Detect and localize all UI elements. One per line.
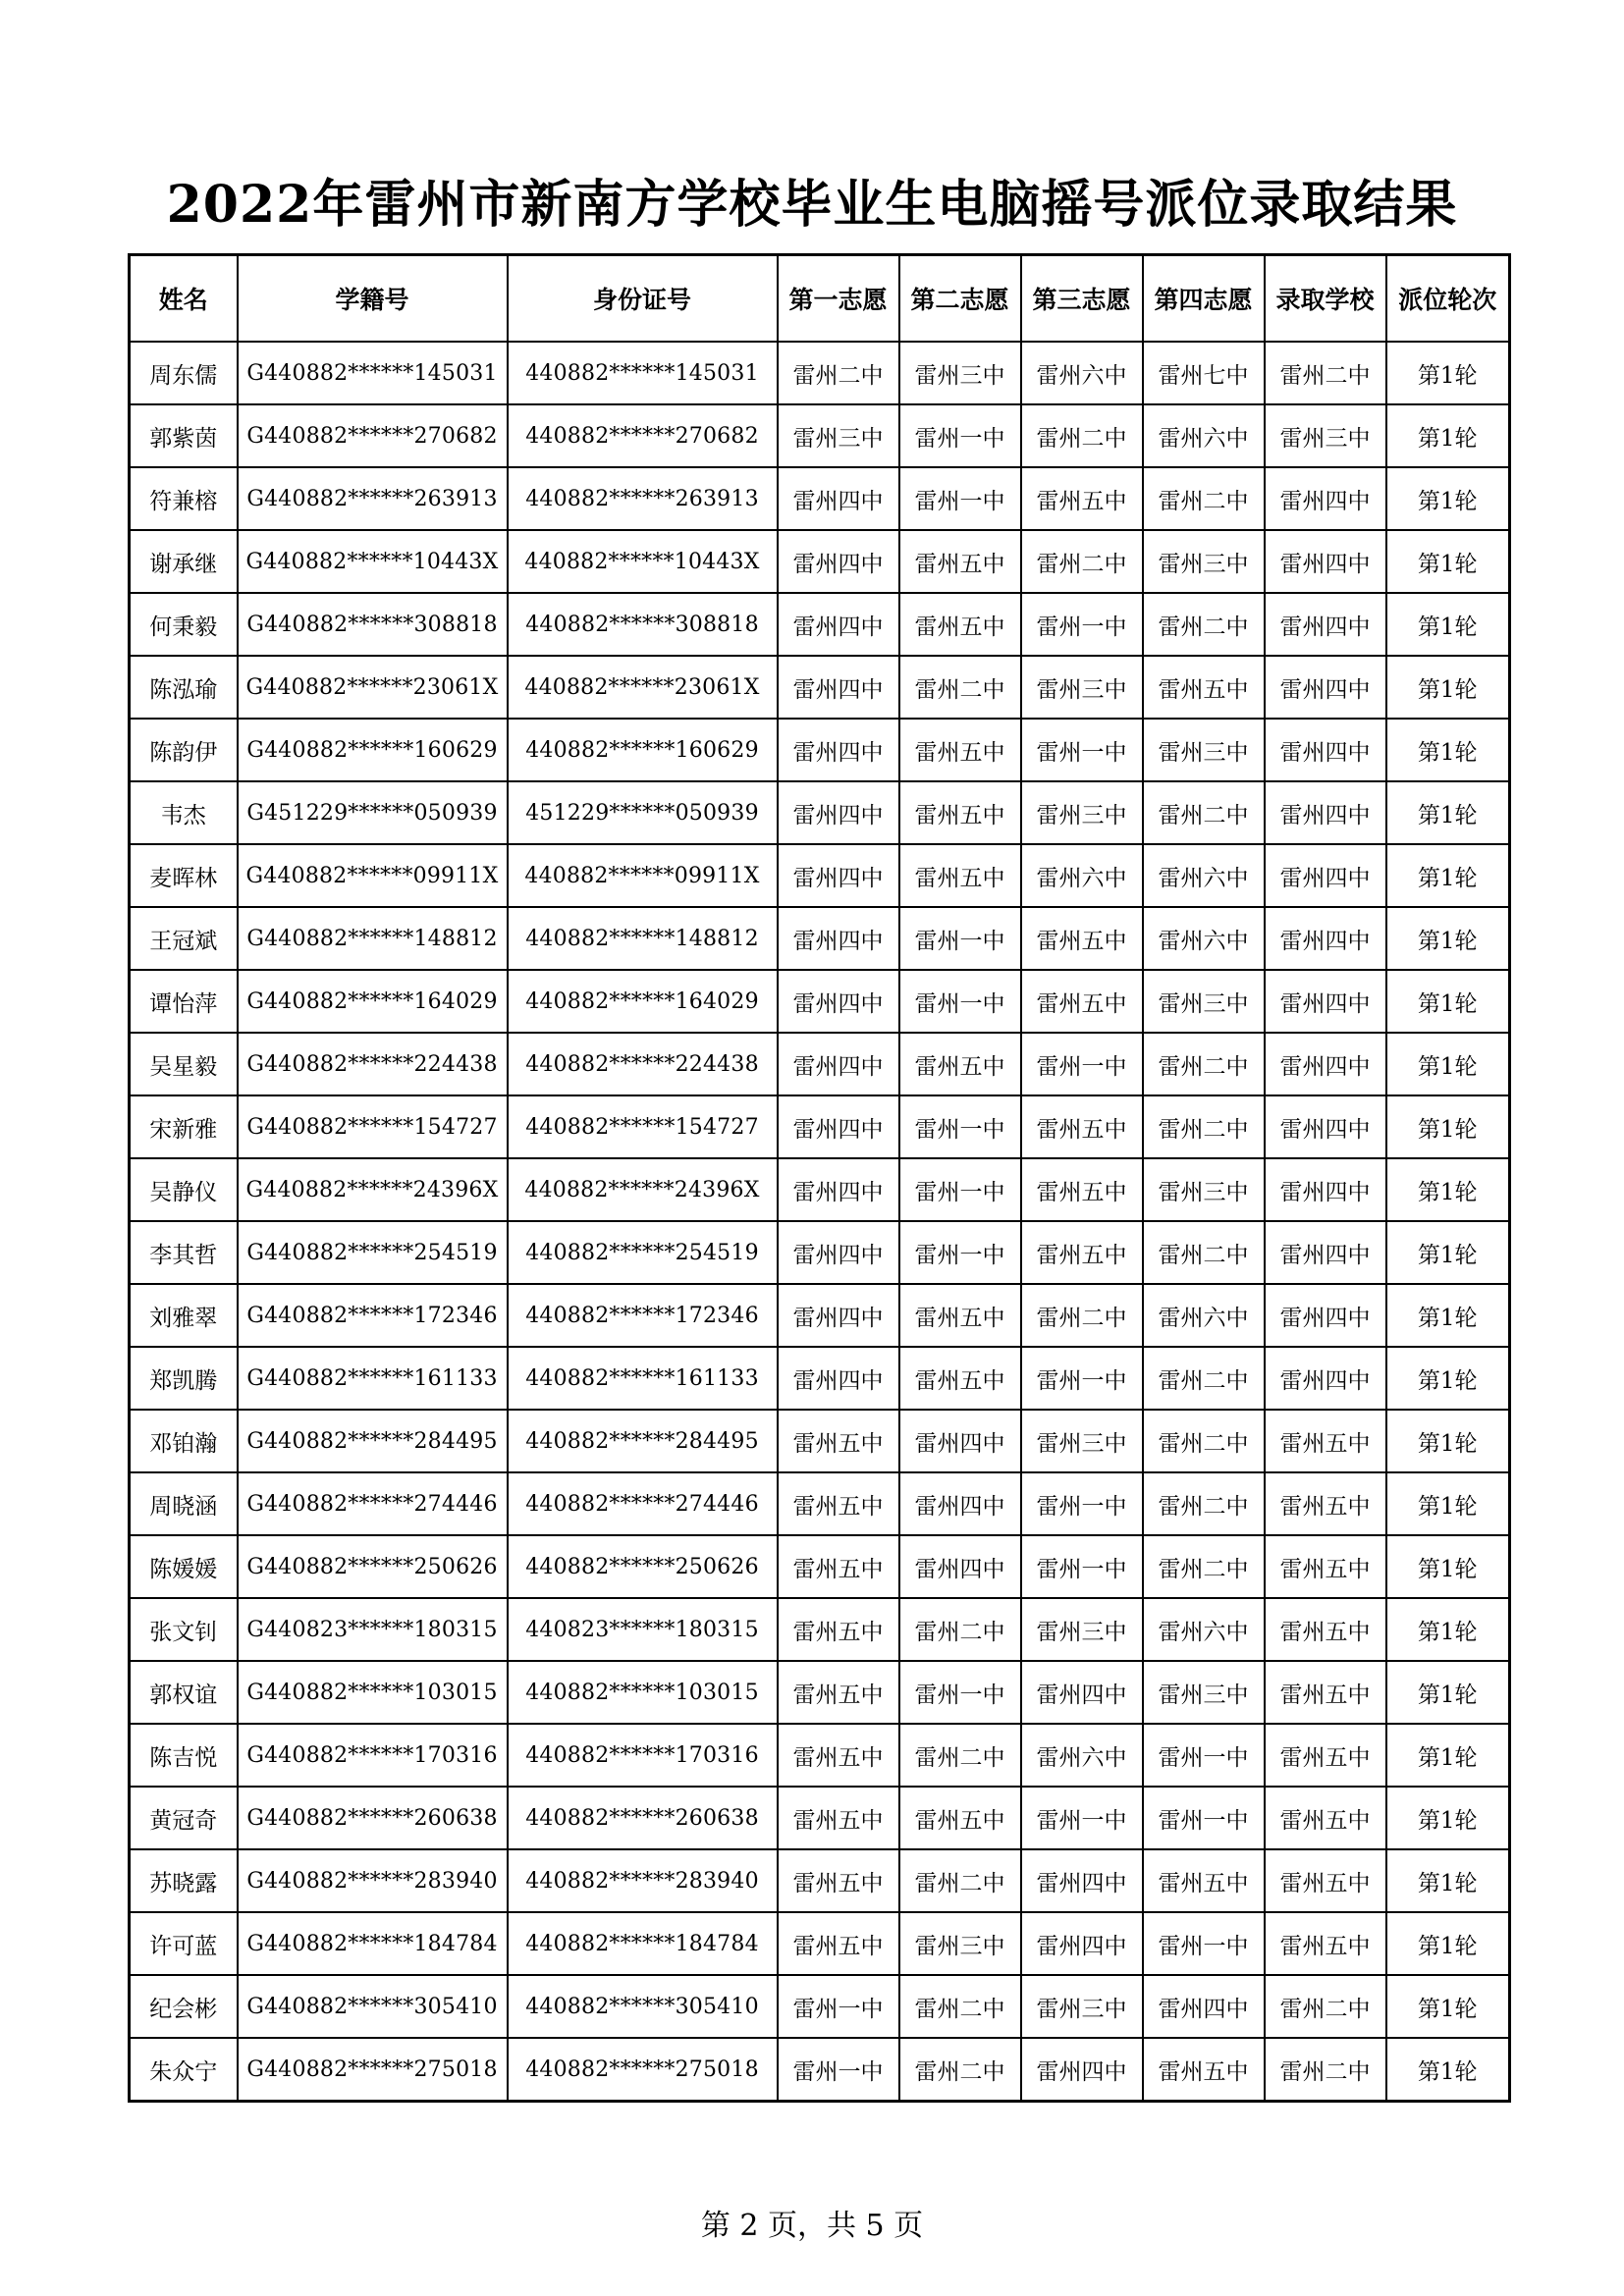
cell-round: 第1轮: [1386, 1221, 1510, 1284]
cell-second-choice: 雷州一中: [899, 1158, 1021, 1221]
cell-first-choice: 雷州四中: [778, 844, 899, 907]
cell-round: 第1轮: [1386, 1975, 1510, 2038]
cell-admitted-school: 雷州四中: [1265, 1158, 1386, 1221]
header-student-number: 学籍号: [238, 255, 508, 343]
cell-fourth-choice: 雷州六中: [1143, 404, 1265, 467]
table-row: [130, 907, 1510, 970]
cell-round: 第1轮: [1386, 342, 1510, 404]
cell-student-number: G440882******154727: [238, 1095, 508, 1158]
cell-third-choice: 雷州四中: [1021, 1849, 1143, 1912]
cell-first-choice: 雷州五中: [778, 1724, 899, 1787]
cell-student-number: G440882******184784: [238, 1912, 508, 1975]
cell-first-choice: 雷州四中: [778, 907, 899, 970]
cell-round: 第1轮: [1386, 1347, 1510, 1410]
cell-second-choice: 雷州五中: [899, 719, 1021, 781]
cell-admitted-school: 雷州四中: [1265, 1221, 1386, 1284]
cell-student-number: G440882******250626: [238, 1535, 508, 1598]
cell-id-number: 440882******164029: [508, 970, 778, 1033]
cell-id-number: 440882******275018: [508, 2038, 778, 2102]
cell-round: 第1轮: [1386, 1535, 1510, 1598]
cell-fourth-choice: 雷州六中: [1143, 1284, 1265, 1347]
cell-student-number: G451229******050939: [238, 781, 508, 844]
cell-fourth-choice: 雷州七中: [1143, 342, 1265, 404]
table-row: [130, 2038, 1510, 2102]
cell-admitted-school: 雷州四中: [1265, 907, 1386, 970]
cell-third-choice: 雷州五中: [1021, 1095, 1143, 1158]
cell-name: 吴星毅: [130, 1033, 238, 1095]
cell-first-choice: 雷州四中: [778, 656, 899, 719]
table-row: [130, 1724, 1510, 1787]
table-row: [130, 530, 1510, 593]
cell-first-choice: 雷州二中: [778, 342, 899, 404]
cell-round: 第1轮: [1386, 1472, 1510, 1535]
table-row: [130, 1033, 1510, 1095]
cell-fourth-choice: 雷州三中: [1143, 970, 1265, 1033]
cell-student-number: G440882******254519: [238, 1221, 508, 1284]
table-row: [130, 1221, 1510, 1284]
cell-third-choice: 雷州二中: [1021, 404, 1143, 467]
cell-name: 陈吉悦: [130, 1724, 238, 1787]
cell-third-choice: 雷州三中: [1021, 1410, 1143, 1472]
cell-first-choice: 雷州四中: [778, 530, 899, 593]
cell-id-number: 440882******24396X: [508, 1158, 778, 1221]
table-row: [130, 1158, 1510, 1221]
cell-id-number: 440882******172346: [508, 1284, 778, 1347]
cell-student-number: G440882******284495: [238, 1410, 508, 1472]
cell-fourth-choice: 雷州五中: [1143, 656, 1265, 719]
table-row: [130, 1347, 1510, 1410]
table-body: [130, 342, 1510, 2102]
cell-student-number: G440882******274446: [238, 1472, 508, 1535]
cell-admitted-school: 雷州四中: [1265, 1347, 1386, 1410]
cell-id-number: 440882******270682: [508, 404, 778, 467]
cell-third-choice: 雷州三中: [1021, 781, 1143, 844]
table-row: [130, 1095, 1510, 1158]
cell-fourth-choice: 雷州五中: [1143, 1849, 1265, 1912]
cell-name: 符兼榕: [130, 467, 238, 530]
cell-fourth-choice: 雷州二中: [1143, 781, 1265, 844]
cell-second-choice: 雷州一中: [899, 404, 1021, 467]
cell-student-number: G440882******308818: [238, 593, 508, 656]
page-number: 第 2 页，共 5 页: [700, 2209, 924, 2243]
cell-round: 第1轮: [1386, 781, 1510, 844]
cell-third-choice: 雷州三中: [1021, 656, 1143, 719]
header-first-choice: 第一志愿: [778, 255, 899, 343]
header-round: 派位轮次: [1386, 255, 1510, 343]
table-row: [130, 970, 1510, 1033]
page-title: 2022年雷州市新南方学校毕业生电脑摇号派位录取结果: [166, 175, 1458, 235]
cell-admitted-school: 雷州三中: [1265, 404, 1386, 467]
cell-second-choice: 雷州一中: [899, 970, 1021, 1033]
cell-first-choice: 雷州五中: [778, 1787, 899, 1849]
cell-first-choice: 雷州五中: [778, 1535, 899, 1598]
cell-second-choice: 雷州四中: [899, 1410, 1021, 1472]
cell-second-choice: 雷州五中: [899, 593, 1021, 656]
cell-admitted-school: 雷州五中: [1265, 1535, 1386, 1598]
cell-admitted-school: 雷州四中: [1265, 656, 1386, 719]
cell-name: 麦晖林: [130, 844, 238, 907]
cell-second-choice: 雷州一中: [899, 1095, 1021, 1158]
header-name: 姓名: [130, 255, 238, 343]
cell-second-choice: 雷州五中: [899, 781, 1021, 844]
cell-third-choice: 雷州六中: [1021, 844, 1143, 907]
cell-round: 第1轮: [1386, 467, 1510, 530]
cell-id-number: 440882******254519: [508, 1221, 778, 1284]
admission-results-table: [128, 253, 1511, 2103]
cell-admitted-school: 雷州五中: [1265, 1849, 1386, 1912]
table-row: [130, 1410, 1510, 1472]
cell-third-choice: 雷州一中: [1021, 1033, 1143, 1095]
cell-student-number: G440882******23061X: [238, 656, 508, 719]
cell-second-choice: 雷州五中: [899, 1284, 1021, 1347]
cell-student-number: G440882******164029: [238, 970, 508, 1033]
cell-first-choice: 雷州五中: [778, 1472, 899, 1535]
cell-round: 第1轮: [1386, 593, 1510, 656]
cell-fourth-choice: 雷州二中: [1143, 1410, 1265, 1472]
cell-id-number: 440882******283940: [508, 1849, 778, 1912]
cell-third-choice: 雷州三中: [1021, 1598, 1143, 1661]
table-row: [130, 844, 1510, 907]
cell-third-choice: 雷州一中: [1021, 593, 1143, 656]
cell-second-choice: 雷州二中: [899, 1975, 1021, 2038]
table-row: [130, 1975, 1510, 2038]
cell-round: 第1轮: [1386, 1158, 1510, 1221]
cell-third-choice: 雷州五中: [1021, 1221, 1143, 1284]
cell-round: 第1轮: [1386, 1724, 1510, 1787]
cell-first-choice: 雷州四中: [778, 1221, 899, 1284]
cell-round: 第1轮: [1386, 1787, 1510, 1849]
cell-id-number: 440882******09911X: [508, 844, 778, 907]
cell-third-choice: 雷州四中: [1021, 2038, 1143, 2102]
cell-first-choice: 雷州五中: [778, 1912, 899, 1975]
table-row: [130, 1598, 1510, 1661]
cell-third-choice: 雷州一中: [1021, 1472, 1143, 1535]
cell-fourth-choice: 雷州六中: [1143, 1598, 1265, 1661]
cell-name: 刘雅翠: [130, 1284, 238, 1347]
table-row: [130, 467, 1510, 530]
cell-admitted-school: 雷州五中: [1265, 1787, 1386, 1849]
cell-id-number: 440882******103015: [508, 1661, 778, 1724]
cell-third-choice: 雷州二中: [1021, 530, 1143, 593]
cell-third-choice: 雷州五中: [1021, 970, 1143, 1033]
cell-name: 谭怡萍: [130, 970, 238, 1033]
cell-second-choice: 雷州一中: [899, 907, 1021, 970]
cell-first-choice: 雷州五中: [778, 1410, 899, 1472]
header-second-choice: 第二志愿: [899, 255, 1021, 343]
cell-fourth-choice: 雷州三中: [1143, 1661, 1265, 1724]
cell-second-choice: 雷州三中: [899, 342, 1021, 404]
cell-admitted-school: 雷州四中: [1265, 1095, 1386, 1158]
header-fourth-choice: 第四志愿: [1143, 255, 1265, 343]
cell-name: 陈韵伊: [130, 719, 238, 781]
cell-student-number: G440882******145031: [238, 342, 508, 404]
cell-round: 第1轮: [1386, 907, 1510, 970]
cell-first-choice: 雷州四中: [778, 593, 899, 656]
cell-id-number: 440882******145031: [508, 342, 778, 404]
cell-student-number: G440882******260638: [238, 1787, 508, 1849]
cell-name: 周东儒: [130, 342, 238, 404]
cell-student-number: G440882******263913: [238, 467, 508, 530]
cell-admitted-school: 雷州二中: [1265, 342, 1386, 404]
header-third-choice: 第三志愿: [1021, 255, 1143, 343]
cell-second-choice: 雷州一中: [899, 1661, 1021, 1724]
cell-third-choice: 雷州五中: [1021, 1158, 1143, 1221]
cell-second-choice: 雷州五中: [899, 1347, 1021, 1410]
cell-second-choice: 雷州二中: [899, 1849, 1021, 1912]
cell-fourth-choice: 雷州四中: [1143, 1975, 1265, 2038]
cell-first-choice: 雷州四中: [778, 467, 899, 530]
cell-second-choice: 雷州四中: [899, 1535, 1021, 1598]
cell-student-number: G440882******148812: [238, 907, 508, 970]
cell-id-number: 440882******154727: [508, 1095, 778, 1158]
cell-id-number: 440882******308818: [508, 593, 778, 656]
cell-student-number: G440882******160629: [238, 719, 508, 781]
cell-round: 第1轮: [1386, 2038, 1510, 2102]
table-row: [130, 1787, 1510, 1849]
table-row: [130, 1535, 1510, 1598]
cell-first-choice: 雷州五中: [778, 1661, 899, 1724]
table-row: [130, 1849, 1510, 1912]
cell-admitted-school: 雷州二中: [1265, 2038, 1386, 2102]
cell-round: 第1轮: [1386, 1033, 1510, 1095]
cell-third-choice: 雷州四中: [1021, 1912, 1143, 1975]
cell-id-number: 440823******180315: [508, 1598, 778, 1661]
cell-third-choice: 雷州一中: [1021, 1535, 1143, 1598]
cell-round: 第1轮: [1386, 1410, 1510, 1472]
cell-id-number: 440882******148812: [508, 907, 778, 970]
cell-name: 纪会彬: [130, 1975, 238, 2038]
cell-third-choice: 雷州六中: [1021, 342, 1143, 404]
cell-third-choice: 雷州五中: [1021, 467, 1143, 530]
cell-student-number: G440882******161133: [238, 1347, 508, 1410]
cell-name: 郭紫茵: [130, 404, 238, 467]
cell-second-choice: 雷州二中: [899, 656, 1021, 719]
cell-second-choice: 雷州二中: [899, 1724, 1021, 1787]
cell-id-number: 451229******050939: [508, 781, 778, 844]
cell-student-number: G440882******170316: [238, 1724, 508, 1787]
cell-student-number: G440882******24396X: [238, 1158, 508, 1221]
cell-round: 第1轮: [1386, 1661, 1510, 1724]
cell-name: 黄冠奇: [130, 1787, 238, 1849]
cell-fourth-choice: 雷州二中: [1143, 467, 1265, 530]
cell-second-choice: 雷州二中: [899, 2038, 1021, 2102]
cell-second-choice: 雷州四中: [899, 1472, 1021, 1535]
cell-round: 第1轮: [1386, 656, 1510, 719]
cell-student-number: G440882******305410: [238, 1975, 508, 2038]
cell-fourth-choice: 雷州一中: [1143, 1912, 1265, 1975]
cell-student-number: G440882******283940: [238, 1849, 508, 1912]
cell-student-number: G440882******270682: [238, 404, 508, 467]
cell-second-choice: 雷州五中: [899, 844, 1021, 907]
cell-id-number: 440882******284495: [508, 1410, 778, 1472]
cell-name: 陈泓瑜: [130, 656, 238, 719]
cell-name: 朱众宁: [130, 2038, 238, 2102]
cell-fourth-choice: 雷州六中: [1143, 907, 1265, 970]
cell-round: 第1轮: [1386, 844, 1510, 907]
cell-third-choice: 雷州一中: [1021, 719, 1143, 781]
cell-id-number: 440882******161133: [508, 1347, 778, 1410]
cell-admitted-school: 雷州四中: [1265, 844, 1386, 907]
cell-first-choice: 雷州四中: [778, 1284, 899, 1347]
cell-third-choice: 雷州五中: [1021, 907, 1143, 970]
cell-admitted-school: 雷州四中: [1265, 1284, 1386, 1347]
cell-first-choice: 雷州五中: [778, 1598, 899, 1661]
cell-first-choice: 雷州四中: [778, 1347, 899, 1410]
cell-fourth-choice: 雷州三中: [1143, 719, 1265, 781]
header-id-number: 身份证号: [508, 255, 778, 343]
cell-admitted-school: 雷州五中: [1265, 1912, 1386, 1975]
cell-third-choice: 雷州一中: [1021, 1787, 1143, 1849]
table-row: [130, 342, 1510, 404]
cell-student-number: G440823******180315: [238, 1598, 508, 1661]
cell-student-number: G440882******275018: [238, 2038, 508, 2102]
cell-name: 谢承继: [130, 530, 238, 593]
cell-name: 周晓涵: [130, 1472, 238, 1535]
cell-admitted-school: 雷州四中: [1265, 467, 1386, 530]
cell-fourth-choice: 雷州二中: [1143, 1347, 1265, 1410]
cell-first-choice: 雷州五中: [778, 1849, 899, 1912]
cell-id-number: 440882******274446: [508, 1472, 778, 1535]
cell-second-choice: 雷州五中: [899, 1033, 1021, 1095]
cell-third-choice: 雷州六中: [1021, 1724, 1143, 1787]
cell-round: 第1轮: [1386, 404, 1510, 467]
cell-second-choice: 雷州三中: [899, 1912, 1021, 1975]
cell-admitted-school: 雷州五中: [1265, 1410, 1386, 1472]
cell-id-number: 440882******224438: [508, 1033, 778, 1095]
cell-fourth-choice: 雷州三中: [1143, 1158, 1265, 1221]
cell-fourth-choice: 雷州二中: [1143, 1472, 1265, 1535]
cell-fourth-choice: 雷州一中: [1143, 1787, 1265, 1849]
cell-second-choice: 雷州五中: [899, 1787, 1021, 1849]
cell-student-number: G440882******10443X: [238, 530, 508, 593]
cell-id-number: 440882******250626: [508, 1535, 778, 1598]
cell-first-choice: 雷州四中: [778, 1033, 899, 1095]
cell-fourth-choice: 雷州三中: [1143, 530, 1265, 593]
table-row: [130, 1661, 1510, 1724]
cell-fourth-choice: 雷州二中: [1143, 1033, 1265, 1095]
table-row: [130, 656, 1510, 719]
cell-second-choice: 雷州一中: [899, 1221, 1021, 1284]
cell-admitted-school: 雷州四中: [1265, 593, 1386, 656]
cell-round: 第1轮: [1386, 1912, 1510, 1975]
cell-fourth-choice: 雷州一中: [1143, 1724, 1265, 1787]
cell-id-number: 440882******305410: [508, 1975, 778, 2038]
table-row: [130, 593, 1510, 656]
cell-name: 李其哲: [130, 1221, 238, 1284]
cell-first-choice: 雷州一中: [778, 1975, 899, 2038]
cell-name: 吴静仪: [130, 1158, 238, 1221]
cell-name: 郑凯腾: [130, 1347, 238, 1410]
cell-admitted-school: 雷州四中: [1265, 1033, 1386, 1095]
cell-third-choice: 雷州二中: [1021, 1284, 1143, 1347]
cell-first-choice: 雷州四中: [778, 970, 899, 1033]
cell-student-number: G440882******224438: [238, 1033, 508, 1095]
cell-admitted-school: 雷州五中: [1265, 1661, 1386, 1724]
cell-fourth-choice: 雷州二中: [1143, 1095, 1265, 1158]
cell-name: 何秉毅: [130, 593, 238, 656]
cell-round: 第1轮: [1386, 1849, 1510, 1912]
cell-name: 苏晓露: [130, 1849, 238, 1912]
header-admitted-school: 录取学校: [1265, 255, 1386, 343]
table-row: [130, 1284, 1510, 1347]
table-row: [130, 781, 1510, 844]
cell-first-choice: 雷州四中: [778, 781, 899, 844]
cell-first-choice: 雷州四中: [778, 719, 899, 781]
table-row: [130, 1472, 1510, 1535]
cell-name: 张文钊: [130, 1598, 238, 1661]
table-header-row: [130, 255, 1510, 343]
cell-second-choice: 雷州五中: [899, 530, 1021, 593]
cell-name: 王冠斌: [130, 907, 238, 970]
cell-second-choice: 雷州一中: [899, 467, 1021, 530]
table-row: [130, 404, 1510, 467]
cell-first-choice: 雷州三中: [778, 404, 899, 467]
cell-fourth-choice: 雷州五中: [1143, 2038, 1265, 2102]
cell-admitted-school: 雷州五中: [1265, 1598, 1386, 1661]
cell-id-number: 440882******23061X: [508, 656, 778, 719]
cell-id-number: 440882******160629: [508, 719, 778, 781]
cell-fourth-choice: 雷州二中: [1143, 593, 1265, 656]
cell-id-number: 440882******170316: [508, 1724, 778, 1787]
cell-fourth-choice: 雷州二中: [1143, 1535, 1265, 1598]
cell-round: 第1轮: [1386, 1284, 1510, 1347]
cell-fourth-choice: 雷州二中: [1143, 1221, 1265, 1284]
cell-name: 邓铂瀚: [130, 1410, 238, 1472]
cell-id-number: 440882******263913: [508, 467, 778, 530]
cell-second-choice: 雷州二中: [899, 1598, 1021, 1661]
cell-first-choice: 雷州四中: [778, 1095, 899, 1158]
table-row: [130, 1912, 1510, 1975]
cell-name: 陈媛媛: [130, 1535, 238, 1598]
cell-round: 第1轮: [1386, 1598, 1510, 1661]
cell-student-number: G440882******103015: [238, 1661, 508, 1724]
cell-first-choice: 雷州四中: [778, 1158, 899, 1221]
cell-id-number: 440882******10443X: [508, 530, 778, 593]
cell-fourth-choice: 雷州六中: [1143, 844, 1265, 907]
cell-round: 第1轮: [1386, 719, 1510, 781]
cell-third-choice: 雷州四中: [1021, 1661, 1143, 1724]
cell-admitted-school: 雷州五中: [1265, 1724, 1386, 1787]
cell-admitted-school: 雷州二中: [1265, 1975, 1386, 2038]
cell-id-number: 440882******260638: [508, 1787, 778, 1849]
cell-admitted-school: 雷州四中: [1265, 970, 1386, 1033]
cell-name: 宋新雅: [130, 1095, 238, 1158]
cell-id-number: 440882******184784: [508, 1912, 778, 1975]
cell-admitted-school: 雷州四中: [1265, 530, 1386, 593]
cell-admitted-school: 雷州四中: [1265, 781, 1386, 844]
cell-third-choice: 雷州三中: [1021, 1975, 1143, 2038]
table-row: [130, 719, 1510, 781]
cell-round: 第1轮: [1386, 970, 1510, 1033]
cell-name: 郭权谊: [130, 1661, 238, 1724]
cell-third-choice: 雷州一中: [1021, 1347, 1143, 1410]
cell-name: 许可蓝: [130, 1912, 238, 1975]
cell-first-choice: 雷州一中: [778, 2038, 899, 2102]
cell-student-number: G440882******09911X: [238, 844, 508, 907]
cell-student-number: G440882******172346: [238, 1284, 508, 1347]
cell-round: 第1轮: [1386, 1095, 1510, 1158]
cell-round: 第1轮: [1386, 530, 1510, 593]
cell-admitted-school: 雷州五中: [1265, 1472, 1386, 1535]
cell-name: 韦杰: [130, 781, 238, 844]
cell-admitted-school: 雷州四中: [1265, 719, 1386, 781]
